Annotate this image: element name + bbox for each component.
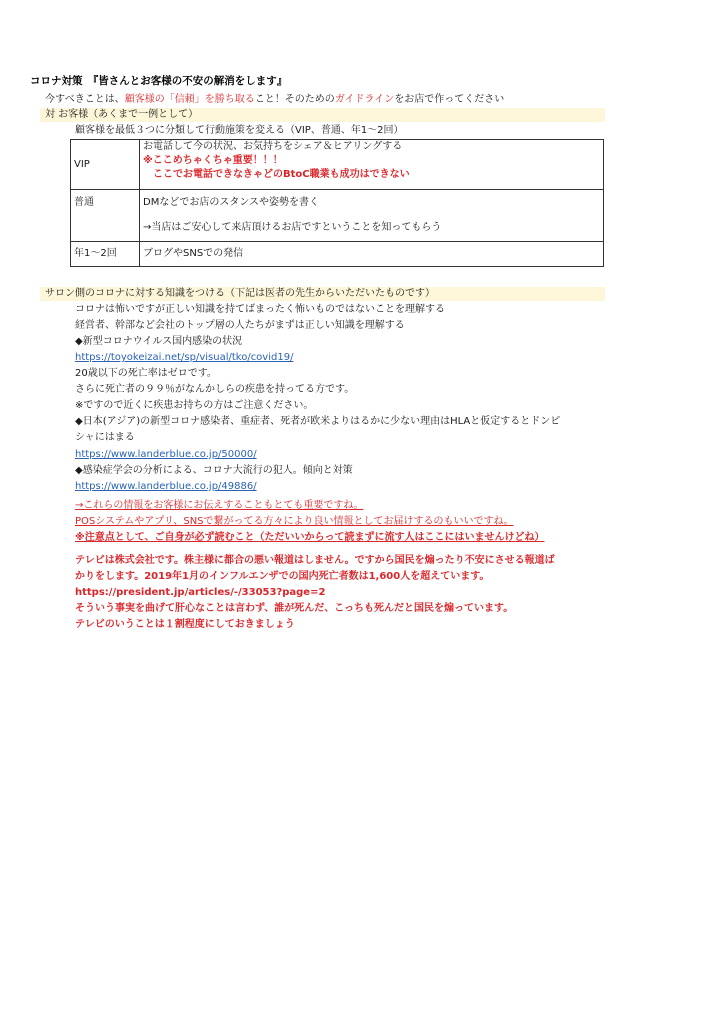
customer-strategy-table (70, 139, 604, 267)
normal-action-line2: →当店はご安心して来店頂けるお店ですということを知ってもらう (143, 222, 442, 233)
table-row-normal (71, 190, 604, 242)
segment-action-normal (140, 190, 604, 242)
intro-trust-phrase: 顧客様の「信頼」を勝ち取る (124, 94, 255, 105)
intro-text-2: こと！そのための (254, 94, 335, 105)
body-line-9: ◆感染症学会の分析による、コロナ大流行の犯人。傾向と対策 (75, 465, 353, 476)
intro-text-3: をお店で作ってください (394, 94, 505, 105)
body-line-6: ※ですので近くに疾患お持ちの方はご注意ください。 (75, 400, 314, 411)
body-line-2: 経営者、幹部など会社のトップ層の人たちがまずは正しい知識を理解する (75, 320, 405, 331)
body-line-5: さらに死亡者の９９％がなんかしらの疾患を持ってる方です。 (75, 384, 355, 395)
segment-action-rare: ブログやSNSでの発信 (140, 242, 604, 267)
body-line-4: 20歳以下の死亡率はゼロです。 (75, 368, 217, 379)
intro-guideline: ガイドライン (334, 94, 395, 105)
emphasis-line-3: ※注意点として、ご自身が必ず読むこと（ただいいからって読まずに流す人はここにはいませんけどね） (75, 532, 545, 543)
tv-note-line-3: そういう事実を曲げて肝心なことは言わず、誰が死んだ、こっちも死んだと国民を煽っています。 (75, 603, 514, 614)
table-row-rare (71, 242, 604, 267)
link-toyokeizai[interactable]: https://toyokeizai.net/sp/visual/tko/covid19/ (75, 352, 294, 363)
emphasis-line-2: POSシステムやアプリ、SNSで繋がってる方々により良い情報としてお届けするのもいいですね。 (75, 516, 514, 527)
vip-action-line2: ※ここめちゃくちゃ重要！！！ (143, 155, 283, 166)
section1-heading: 対 お客様（あくまで一例として） (45, 109, 199, 120)
page-title: コロナ対策 『皆さんとお客様の不安の解消をします』 (30, 75, 288, 87)
segment-label-normal: 普通 (71, 190, 140, 242)
vip-action-line1: お電話して今の状況、お気持ちをシェア＆ヒアリングする (143, 141, 403, 152)
link-president[interactable]: https://president.jp/articles/-/33053?page=2 (75, 587, 326, 598)
tv-note-line-2: かりをします。2019年1月のインフルエンザでの国内死亡者数は1,600人を超えています。 (75, 571, 490, 582)
normal-action-line1: DMなどでお店のスタンスや姿勢を書く (143, 197, 320, 208)
body-line-1: コロナは怖いですが正しい知識を持てばまったく怖いものではないことを理解する (75, 304, 445, 315)
segment-label-rare: 年1〜2回 (71, 242, 140, 267)
segment-label-vip: VIP (71, 140, 140, 190)
body-line-7: ◆日本(アジア)の新型コロナ感染者、重症者、死者が欧米よりはるかに少ない理由はHLAと仮定するとドンピ (75, 416, 561, 427)
intro-text-1: 今すべきことは、 (45, 94, 125, 105)
link-landerblue-50000[interactable]: https://www.landerblue.co.jp/50000/ (75, 449, 257, 460)
emphasis-line-1: →これらの情報をお客様にお伝えすることもとても重要ですね。 (75, 500, 364, 511)
tv-note-line-4: テレビのいうことは１割程度にしておきましょう (75, 619, 295, 630)
section1-subheading: 顧客様を最低３つに分類して行動施策を変える（VIP、普通、年1〜2回） (75, 125, 404, 136)
body-line-8: シャにはまる (75, 432, 135, 443)
intro-line (45, 93, 504, 107)
tv-note-line-1: テレビは株式会社です。株主様に都合の悪い報道はしません。ですから国民を煽ったり不安にさせる報道ば (75, 555, 555, 566)
section2-heading: サロン側のコロナに対する知識をつける（下記は医者の先生からいただいたものです） (45, 288, 435, 299)
segment-action-vip (140, 140, 604, 190)
body-line-3: ◆新型コロナウイルス国内感染の状況 (75, 336, 243, 347)
table-row-vip (71, 140, 604, 190)
link-landerblue-49886[interactable]: https://www.landerblue.co.jp/49886/ (75, 481, 257, 492)
vip-action-line3: ここでお電話できなきゃどのBtoC職業も成功はできない (143, 169, 410, 180)
